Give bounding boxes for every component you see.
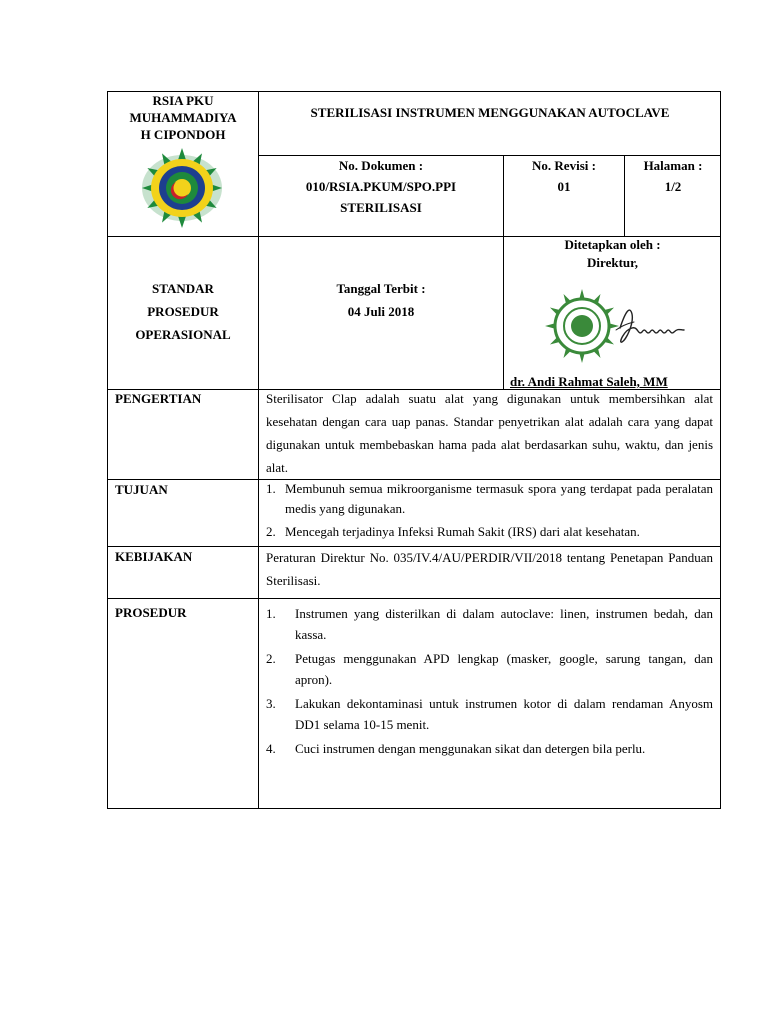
stamp-icon	[543, 288, 621, 364]
tujuan-label: TUJUAN	[115, 482, 168, 497]
list-item-text: Lakukan dekontaminasi untuk instrumen kotor di dalam rendaman Anyosm DD1 selama 10-15 menit.	[295, 696, 713, 732]
prosedur-list	[266, 603, 713, 759]
sop-label-line: STANDAR	[152, 281, 214, 296]
approved-by-label: Ditetapkan oleh :	[564, 237, 661, 252]
revision-block	[505, 154, 623, 197]
page-label: Halaman :	[643, 158, 703, 173]
kebijakan-label: KEBIJAKAN	[115, 549, 193, 564]
row-divider-kebijakan	[107, 598, 721, 599]
sop-label-line: OPERASIONAL	[135, 327, 231, 342]
revision-label: No. Revisi :	[532, 158, 596, 173]
list-item-text: Mencegah terjadinya Infeksi Rumah Sakit (IRS) dari alat kesehatan.	[285, 524, 640, 539]
approver-role: Direktur,	[587, 255, 638, 270]
approval-block	[505, 236, 720, 272]
document-title: STERILISASI INSTRUMEN MENGGUNAKAN AUTOCLAVE	[310, 105, 670, 120]
column-divider-main	[258, 91, 259, 809]
list-item	[266, 693, 713, 735]
hospital-name	[108, 92, 258, 143]
list-item-text: Instrumen yang disterilkan di dalam autoclave: linen, instrumen bedah, dan kassa.	[295, 606, 713, 642]
list-item	[266, 648, 713, 690]
kebijakan-text: Peraturan Direktur No. 035/IV.4/AU/PERDIR/VII/2018 tentang Penetapan Panduan Sterilisasi.	[266, 550, 713, 588]
column-divider-revision	[503, 155, 504, 389]
prosedur-label: PROSEDUR	[115, 605, 187, 620]
tujuan-list	[266, 479, 713, 542]
doc-no-value-line2: STERILISASI	[340, 200, 422, 215]
list-item-number: 4.	[266, 741, 276, 756]
list-item	[266, 522, 713, 542]
signature-icon	[612, 300, 690, 348]
list-item-number: 1.	[266, 481, 276, 496]
hospital-name-line: MUHAMMADIYA	[129, 110, 237, 125]
list-item-number: 2.	[266, 524, 276, 539]
list-item-text: Cuci instrumen dengan menggunakan sikat dan detergen bila perlu.	[295, 741, 646, 756]
list-item	[266, 603, 713, 645]
document-number-block	[260, 154, 502, 218]
pengertian-label: PENGERTIAN	[115, 391, 202, 406]
table-border-left	[107, 91, 108, 809]
list-item	[266, 479, 713, 519]
hospital-name-line: RSIA PKU	[152, 93, 214, 108]
issue-date-value: 04 Juli 2018	[347, 304, 415, 319]
issue-date-block	[260, 277, 502, 323]
page-value: 1/2	[664, 179, 682, 194]
approver-name: dr. Andi Rahmat Saleh, MM	[510, 374, 668, 389]
muhammadiyah-logo-icon	[133, 148, 231, 228]
list-item	[266, 738, 713, 759]
list-item-number: 2.	[266, 651, 276, 666]
sop-label	[108, 277, 258, 346]
pengertian-text: Sterilisator Clap adalah suatu alat yang digunakan untuk membersihkan alat kesehatan dengan cara uap panas. Standar penyetrikan alat adalah cara yang dapat digunakan untuk membebaskan hama pada alat berdasarkan suhu, waktu, dan jenis alat.	[266, 391, 713, 475]
doc-no-label: No. Dokumen :	[338, 158, 424, 173]
issue-date-label: Tanggal Terbit :	[336, 281, 426, 296]
doc-no-value: 010/RSIA.PKUM/SPO.PPI	[305, 179, 457, 194]
table-border-right	[720, 91, 721, 809]
list-item-number: 1.	[266, 606, 276, 621]
list-item-text: Petugas menggunakan APD lengkap (masker, google, sarung tangan, dan apron).	[295, 651, 713, 687]
list-item-text: Membunuh semua mikroorganisme termasuk spora yang terdapat pada peralatan medis yang digunakan.	[285, 481, 713, 516]
hospital-name-line: H CIPONDOH	[140, 127, 226, 142]
list-item-number: 3.	[266, 696, 276, 711]
page-number-block	[626, 154, 720, 197]
sop-label-line: PROSEDUR	[147, 304, 219, 319]
column-divider-page	[624, 155, 625, 237]
revision-value: 01	[557, 179, 571, 194]
table-border-bottom	[107, 808, 721, 809]
